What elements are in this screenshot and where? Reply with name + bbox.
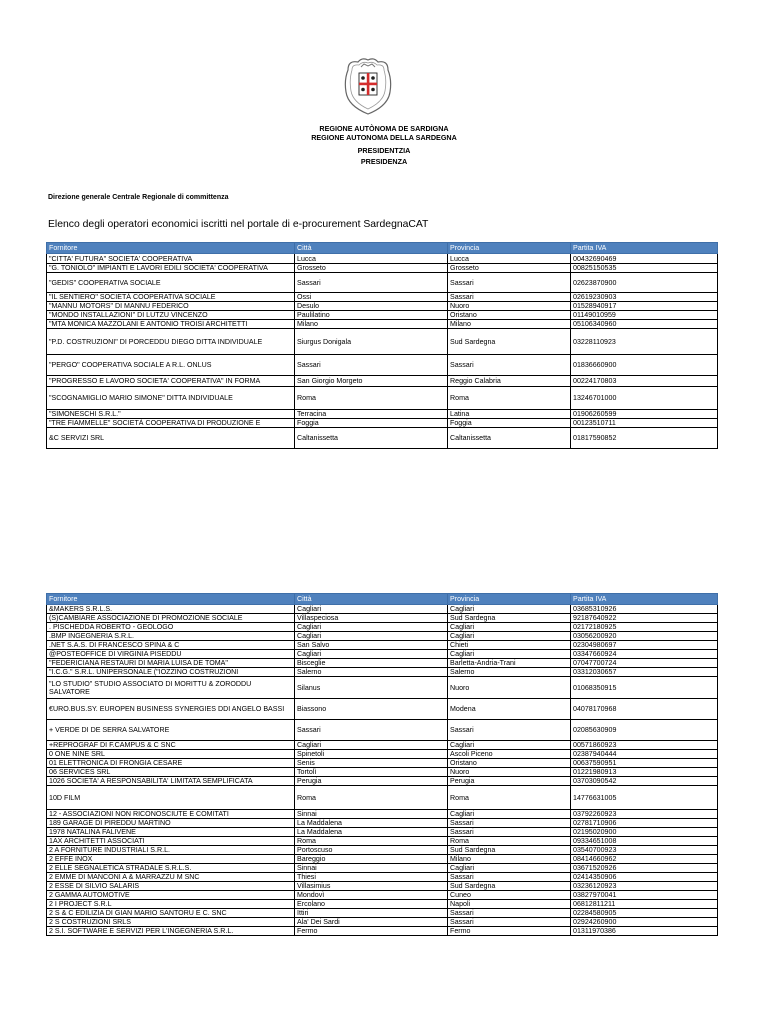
- office-name-italian: PRESIDENZA: [360, 157, 408, 166]
- supplier-name-cell: 1026 SOCIETA' A RESPONSABILITA' LIMITATA SEMPLIFICATA: [47, 777, 295, 786]
- vat-number-cell: 01906260599: [571, 410, 718, 419]
- supplier-name-cell: &C SERVIZI SRL: [47, 428, 295, 449]
- supplier-name-cell: 2 S.I. SOFTWARE E SERVIZI PER L'INGEGNERIA S.R.L.: [47, 927, 295, 936]
- supplier-name-cell: "SIMONESCHI S.R.L.": [47, 410, 295, 419]
- table-row: [47, 419, 718, 428]
- vat-number-cell: 02195020900: [571, 828, 718, 837]
- city-cell: Bisceglie: [295, 659, 448, 668]
- vat-number-cell: 13246701000: [571, 387, 718, 410]
- table-row: [47, 786, 718, 810]
- supplier-name-cell: "MANNU MOTORS" DI MANNU FEDERICO: [47, 302, 295, 311]
- vat-number-cell: 02623870900: [571, 273, 718, 293]
- city-cell: Paulilatino: [295, 311, 448, 320]
- vat-number-cell: 05106340960: [571, 320, 718, 329]
- supplier-name-cell: 2 S COSTRUZIONI SRLS: [47, 918, 295, 927]
- province-cell: Roma: [448, 786, 571, 810]
- suppliers-table-1: [46, 242, 718, 449]
- vat-number-cell: 00432690469: [571, 254, 718, 264]
- suppliers-table-2: [46, 593, 718, 936]
- supplier-name-cell: (S)CAMBIARE ASSOCIAZIONE DI PROMOZIONE SOCIALE: [47, 614, 295, 623]
- province-cell: Cagliari: [448, 741, 571, 750]
- table-row: [47, 293, 718, 302]
- table-row: [47, 900, 718, 909]
- province-cell: Sassari: [448, 819, 571, 828]
- city-cell: Siurgus Donigala: [295, 329, 448, 355]
- supplier-name-cell: 2 S & C EDILIZIA DI GIAN MARIO SANTORU E C. SNC: [47, 909, 295, 918]
- vat-number-cell: 02619230903: [571, 293, 718, 302]
- city-cell: Milano: [295, 320, 448, 329]
- city-cell: Bareggio: [295, 855, 448, 864]
- province-cell: Nuoro: [448, 302, 571, 311]
- vat-number-cell: 00123510711: [571, 419, 718, 428]
- province-cell: Perugia: [448, 777, 571, 786]
- province-cell: Lucca: [448, 254, 571, 264]
- vat-number-cell: 02924260900: [571, 918, 718, 927]
- city-cell: Roma: [295, 786, 448, 810]
- table-row: [47, 650, 718, 659]
- table-row: [47, 777, 718, 786]
- table-row: [47, 410, 718, 419]
- supplier-name-cell: €URO.BUS.SY. EUROPEN BUSINESS SYNERGIES DDI ANGELO BASSI: [47, 699, 295, 720]
- supplier-name-cell: "PERGO" COOPERATIVA SOCIALE A R.L. ONLUS: [47, 355, 295, 376]
- vat-number-cell: 03685310926: [571, 605, 718, 614]
- column-header-supplier: Fornitore: [47, 243, 295, 254]
- city-cell: Villaspeciosa: [295, 614, 448, 623]
- province-cell: Foggia: [448, 419, 571, 428]
- province-cell: Roma: [448, 837, 571, 846]
- column-header-province: Provincia: [448, 594, 571, 605]
- table-row: [47, 302, 718, 311]
- column-header-supplier: Fornitore: [47, 594, 295, 605]
- supplier-name-cell: .BMP INGEGNERIA S.R.L.: [47, 632, 295, 641]
- table-row: [47, 659, 718, 668]
- supplier-name-cell: "G. TONIOLO" IMPIANTI E LAVORI EDILI SOCIETA' COOPERATIVA: [47, 264, 295, 273]
- city-cell: La Maddalena: [295, 828, 448, 837]
- province-cell: Cagliari: [448, 650, 571, 659]
- province-cell: Caltanissetta: [448, 428, 571, 449]
- province-cell: Milano: [448, 855, 571, 864]
- directorate-heading: Direzione generale Centrale Regionale di committenza: [48, 194, 229, 201]
- vat-number-cell: 03347660924: [571, 650, 718, 659]
- vat-number-cell: 00571860923: [571, 741, 718, 750]
- table-header-row: [47, 594, 718, 605]
- city-cell: Grosseto: [295, 264, 448, 273]
- table-row: [47, 264, 718, 273]
- supplier-name-cell: "IL SENTIERO" SOCIETÀ COOPERATIVA SOCIALE: [47, 293, 295, 302]
- supplier-name-cell: "LO STUDIO" STUDIO ASSOCIATO DI MORITTU & ZORODDU SALVATORE: [47, 677, 295, 699]
- vat-number-cell: 01068350915: [571, 677, 718, 699]
- city-cell: Cagliari: [295, 741, 448, 750]
- institution-name-italian: REGIONE AUTONOMA DELLA SARDEGNA: [311, 133, 457, 142]
- province-cell: Sassari: [448, 909, 571, 918]
- province-cell: Cagliari: [448, 810, 571, 819]
- supplier-name-cell: "GEDIS" COOPERATIVA SOCIALE: [47, 273, 295, 293]
- city-cell: Sassari: [295, 720, 448, 741]
- province-cell: Milano: [448, 320, 571, 329]
- vat-number-cell: 06812811211: [571, 900, 718, 909]
- regional-coat-of-arms: [342, 56, 394, 116]
- province-cell: Sud Sardegna: [448, 614, 571, 623]
- table-row: [47, 376, 718, 387]
- table-row: [47, 750, 718, 759]
- city-cell: Sassari: [295, 355, 448, 376]
- province-cell: Salerno: [448, 668, 571, 677]
- vat-number-cell: 02284580905: [571, 909, 718, 918]
- city-cell: Ossi: [295, 293, 448, 302]
- table-row: [47, 864, 718, 873]
- city-cell: Cagliari: [295, 650, 448, 659]
- supplier-name-cell: 12 - ASSOCIAZIONI NON RICONOSCIUTE E COMITATI: [47, 810, 295, 819]
- vat-number-cell: 01836660900: [571, 355, 718, 376]
- supplier-name-cell: 189 GARAGE DI PIREDDU MARTINO: [47, 819, 295, 828]
- table-row: [47, 254, 718, 264]
- table-header-row: [47, 243, 718, 254]
- supplier-name-cell: "FEDERICIANA RESTAURI DI MARIA LUISA DE TOMA": [47, 659, 295, 668]
- supplier-name-cell: "PROGRESSO E LAVORO SOCIETA' COOPERATIVA" IN FORMA: [47, 376, 295, 387]
- province-cell: Sassari: [448, 918, 571, 927]
- supplier-name-cell: "TRE FIAMMELLE" SOCIETÀ COOPERATIVA DI PRODUZIONE E: [47, 419, 295, 428]
- province-cell: Ascoli Piceno: [448, 750, 571, 759]
- supplier-name-cell: 1AX ARCHITETTI ASSOCIATI: [47, 837, 295, 846]
- table-row: [47, 355, 718, 376]
- table-row: [47, 614, 718, 623]
- supplier-name-cell: 2 ELLE SEGNALETICA STRADALE S.R.L.S.: [47, 864, 295, 873]
- supplier-name-cell: . PISCHEDDA ROBERTO - GEOLOGO: [47, 623, 295, 632]
- province-cell: Fermo: [448, 927, 571, 936]
- supplier-name-cell: "MTA MONICA MAZZOLANI E ANTONIO TROISI ARCHITETTI: [47, 320, 295, 329]
- table-row: [47, 329, 718, 355]
- office-name-sardinian: PRESIDENTZIA: [357, 146, 411, 155]
- table-row: [47, 909, 718, 918]
- vat-number-cell: 02172180925: [571, 623, 718, 632]
- table-row: [47, 846, 718, 855]
- table-row: [47, 428, 718, 449]
- table-row: [47, 882, 718, 891]
- vat-number-cell: 09334651008: [571, 837, 718, 846]
- table-row: [47, 623, 718, 632]
- table-row: [47, 810, 718, 819]
- city-cell: Tortolì: [295, 768, 448, 777]
- province-cell: Nuoro: [448, 768, 571, 777]
- city-cell: Sassari: [295, 273, 448, 293]
- city-cell: Foggia: [295, 419, 448, 428]
- table-row: [47, 720, 718, 741]
- vat-number-cell: 02085630909: [571, 720, 718, 741]
- city-cell: San Salvo: [295, 641, 448, 650]
- supplier-name-cell: @POSTEOFFICE DI VIRGINIA PISEDDU: [47, 650, 295, 659]
- city-cell: Salerno: [295, 668, 448, 677]
- supplier-name-cell: 2 A FORNITURE INDUSTRIALI S.R.L.: [47, 846, 295, 855]
- vat-number-cell: 03056200920: [571, 632, 718, 641]
- province-cell: Grosseto: [448, 264, 571, 273]
- city-cell: Sinnai: [295, 810, 448, 819]
- province-cell: Sassari: [448, 828, 571, 837]
- city-cell: Ala' Dei Sardi: [295, 918, 448, 927]
- column-header-city: Città: [295, 243, 448, 254]
- table-row: [47, 320, 718, 329]
- city-cell: Biassono: [295, 699, 448, 720]
- vat-number-cell: 03703090542: [571, 777, 718, 786]
- table-row: [47, 828, 718, 837]
- supplier-name-cell: "I.C.G." S.R.L. UNIPERSONALE ("IOZZINO COSTRUZIONI: [47, 668, 295, 677]
- column-header-vat-number: Partita IVA: [571, 243, 718, 254]
- city-cell: Caltanissetta: [295, 428, 448, 449]
- city-cell: Ercolano: [295, 900, 448, 909]
- province-cell: Cuneo: [448, 891, 571, 900]
- province-cell: Sud Sardegna: [448, 846, 571, 855]
- vat-number-cell: 03540700923: [571, 846, 718, 855]
- city-cell: Roma: [295, 837, 448, 846]
- province-cell: Sassari: [448, 720, 571, 741]
- column-header-vat-number: Partita IVA: [571, 594, 718, 605]
- vat-number-cell: 03671520926: [571, 864, 718, 873]
- city-cell: Cagliari: [295, 623, 448, 632]
- supplier-name-cell: 10D FILM: [47, 786, 295, 810]
- vat-number-cell: 02414350906: [571, 873, 718, 882]
- table-row: [47, 891, 718, 900]
- city-cell: La Maddalena: [295, 819, 448, 828]
- province-cell: Roma: [448, 387, 571, 410]
- supplier-name-cell: + VERDE DI DE SERRA SALVATORE: [47, 720, 295, 741]
- vat-number-cell: 01311970386: [571, 927, 718, 936]
- vat-number-cell: 01149010959: [571, 311, 718, 320]
- province-cell: Latina: [448, 410, 571, 419]
- city-cell: Desulo: [295, 302, 448, 311]
- province-cell: Cagliari: [448, 632, 571, 641]
- table-row: [47, 677, 718, 699]
- supplier-name-cell: &MAKERS S.R.L.S.: [47, 605, 295, 614]
- vat-number-cell: 02304980697: [571, 641, 718, 650]
- vat-number-cell: 07047700724: [571, 659, 718, 668]
- supplier-name-cell: 2 I PROJECT S.R.L: [47, 900, 295, 909]
- city-cell: Terracina: [295, 410, 448, 419]
- supplier-name-cell: +REPROGRAF DI F.CAMPUS & C SNC: [47, 741, 295, 750]
- table-row: [47, 311, 718, 320]
- province-cell: Cagliari: [448, 864, 571, 873]
- table-row: [47, 768, 718, 777]
- table-row: [47, 273, 718, 293]
- table-row: [47, 819, 718, 828]
- vat-number-cell: 01221980913: [571, 768, 718, 777]
- city-cell: Roma: [295, 387, 448, 410]
- supplier-name-cell: .NET S.A.S. DI FRANCESCO SPINA & C: [47, 641, 295, 650]
- province-cell: Napoli: [448, 900, 571, 909]
- province-cell: Sassari: [448, 273, 571, 293]
- city-cell: Cagliari: [295, 632, 448, 641]
- vat-number-cell: 03236120923: [571, 882, 718, 891]
- supplier-name-cell: 06 SERVICES SRL: [47, 768, 295, 777]
- table-row: [47, 605, 718, 614]
- table-row: [47, 668, 718, 677]
- city-cell: Spinetoli: [295, 750, 448, 759]
- column-header-province: Provincia: [448, 243, 571, 254]
- table-row: [47, 927, 718, 936]
- column-header-city: Città: [295, 594, 448, 605]
- city-cell: Mondovì: [295, 891, 448, 900]
- province-cell: Sud Sardegna: [448, 882, 571, 891]
- vat-number-cell: 08414660962: [571, 855, 718, 864]
- vat-number-cell: 01817590852: [571, 428, 718, 449]
- supplier-name-cell: 2 GAMMA AUTOMOTIVE: [47, 891, 295, 900]
- supplier-name-cell: 1978 NATALINA FALIVENE: [47, 828, 295, 837]
- table-row: [47, 699, 718, 720]
- supplier-name-cell: "P.D. COSTRUZIONI" DI PORCEDDU DIEGO DITTA INDIVIDUALE: [47, 329, 295, 355]
- province-cell: Sud Sardegna: [448, 329, 571, 355]
- table-row: [47, 387, 718, 410]
- province-cell: Barletta-Andria-Trani: [448, 659, 571, 668]
- vat-number-cell: 03312030657: [571, 668, 718, 677]
- province-cell: Sassari: [448, 293, 571, 302]
- province-cell: Nuoro: [448, 677, 571, 699]
- supplier-name-cell: 2 EFFE INOX: [47, 855, 295, 864]
- table-row: [47, 759, 718, 768]
- institution-name-sardinian: REGIONE AUTÒNOMA DE SARDIGNA: [319, 124, 449, 133]
- city-cell: Perugia: [295, 777, 448, 786]
- province-cell: Oristano: [448, 759, 571, 768]
- province-cell: Oristano: [448, 311, 571, 320]
- vat-number-cell: 03827970041: [571, 891, 718, 900]
- supplier-name-cell: "SCOGNAMIGLIO MARIO SIMONE" DITTA INDIVIDUALE: [47, 387, 295, 410]
- table-row: [47, 632, 718, 641]
- supplier-name-cell: 2 EMME DI MANCONI A & MARRAZZU M SNC: [47, 873, 295, 882]
- vat-number-cell: 01528940917: [571, 302, 718, 311]
- table-row: [47, 918, 718, 927]
- city-cell: Sinnai: [295, 864, 448, 873]
- province-cell: Chieti: [448, 641, 571, 650]
- table-row: [47, 855, 718, 864]
- table-row: [47, 873, 718, 882]
- supplier-name-cell: 2 ESSE DI SILVIO SALARIS: [47, 882, 295, 891]
- vat-number-cell: 92187640922: [571, 614, 718, 623]
- vat-number-cell: 04078170968: [571, 699, 718, 720]
- vat-number-cell: 03228110923: [571, 329, 718, 355]
- supplier-name-cell: "CITTA' FUTURA" SOCIETA' COOPERATIVA: [47, 254, 295, 264]
- table-row: [47, 741, 718, 750]
- city-cell: Portoscuso: [295, 846, 448, 855]
- city-cell: Cagliari: [295, 605, 448, 614]
- province-cell: Cagliari: [448, 623, 571, 632]
- city-cell: Thiesi: [295, 873, 448, 882]
- city-cell: San Giorgio Morgeto: [295, 376, 448, 387]
- province-cell: Reggio Calabria: [448, 376, 571, 387]
- vat-number-cell: 03792260923: [571, 810, 718, 819]
- province-cell: Cagliari: [448, 605, 571, 614]
- province-cell: Sassari: [448, 873, 571, 882]
- city-cell: Lucca: [295, 254, 448, 264]
- city-cell: Ittiri: [295, 909, 448, 918]
- province-cell: Sassari: [448, 355, 571, 376]
- vat-number-cell: 00637590951: [571, 759, 718, 768]
- table-row: [47, 641, 718, 650]
- city-cell: Fermo: [295, 927, 448, 936]
- vat-number-cell: 00224170803: [571, 376, 718, 387]
- supplier-name-cell: 01 ELETTRONICA DI FRONGIA CESARE: [47, 759, 295, 768]
- province-cell: Modena: [448, 699, 571, 720]
- supplier-name-cell: "MONDO INSTALLAZIONI" DI LUTZU VINCENZO: [47, 311, 295, 320]
- vat-number-cell: 00825150535: [571, 264, 718, 273]
- city-cell: Villasimius: [295, 882, 448, 891]
- vat-number-cell: 02781710906: [571, 819, 718, 828]
- city-cell: Silanus: [295, 677, 448, 699]
- supplier-name-cell: 0 ONE NINE SRL: [47, 750, 295, 759]
- city-cell: Senis: [295, 759, 448, 768]
- vat-number-cell: 02387940444: [571, 750, 718, 759]
- table-row: [47, 837, 718, 846]
- document-intro: Elenco degli operatori economici iscritti nel portale di e-procurement SardegnaCAT: [48, 219, 429, 230]
- vat-number-cell: 14776631005: [571, 786, 718, 810]
